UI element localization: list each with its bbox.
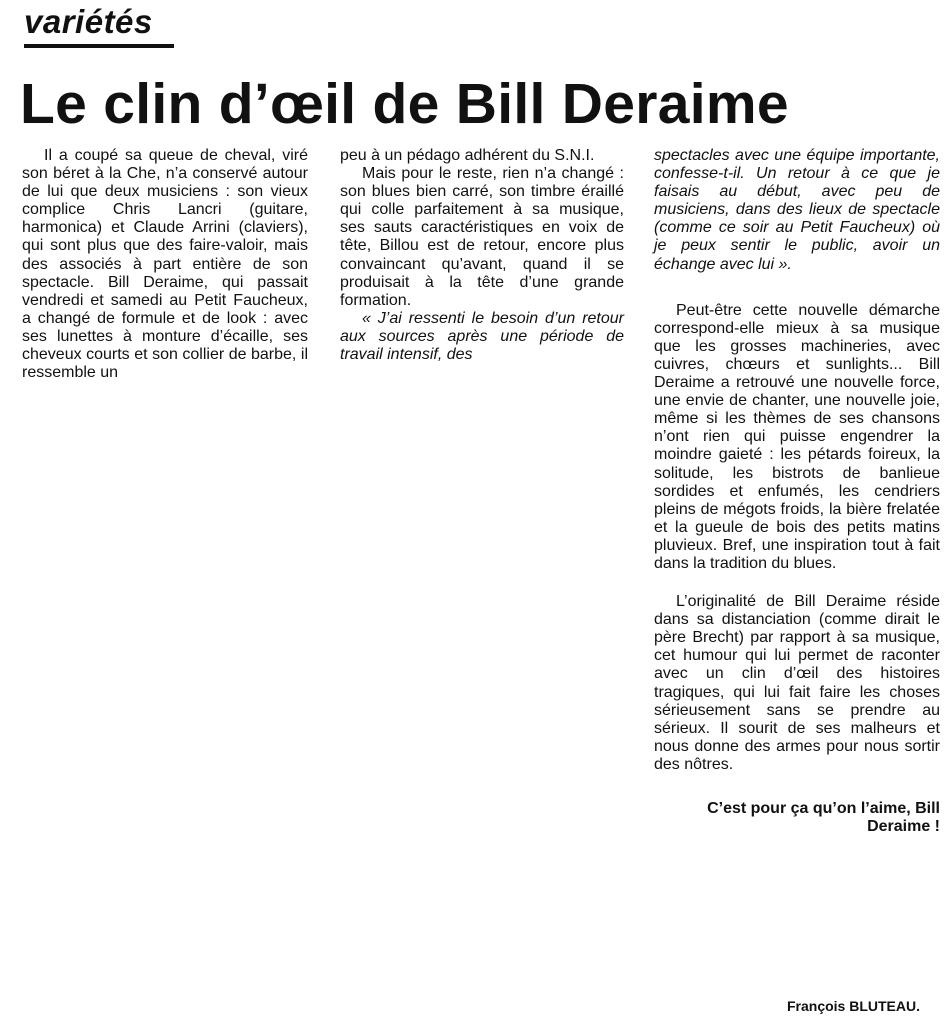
article-column-2 — [340, 147, 624, 364]
quote-paragraph: « J’ai ressenti le besoin d’un retour aux sources après une période de travail intensif, des — [340, 309, 624, 364]
paragraph: Peut-être cette nouvelle démarche correspond-elle mieux à sa musique que les grosses machineries, avec cuivres, chœurs et sunlights... Bill Deraime a retrouvé une nouvelle force, une envie de chanter, une nouvelle joie, même si les thèmes de ses chansons n’ont rien qui puisse engendrer la moindre gaieté : les pétards foireux, la solitude, les bistrots de banlieue sordides et enfumés, les cendriers pleins de mégots froids, la bière frelatée et la gueule de bois des petits matins pluvieux. Bref, une inspiration tout à fait dans la tradition du blues. — [654, 301, 940, 572]
article-column-3 — [654, 147, 940, 836]
paragraph: Il a coupé sa queue de cheval, viré son béret à la Che, n’a conservé autour de lui que deux musiciens : son vieux complice Chris Lancri (guitare, harmonica) et Claude Arrini (claviers), qui sont plus que des faire-valoir, mais des associés à part entière de son spectacle. Bill Deraime, qui passait vendredi et samedi au Petit Faucheux, a changé de formule et de look : avec ses lunettes à monture d’écaille, ses cheveux courts et son collier de barbe, il ressemble un — [22, 147, 308, 382]
section-label: variétés — [24, 3, 153, 40]
closing-line: C’est pour ça qu’on l’aime, Bill Deraime ! — [707, 800, 940, 836]
section-underline — [24, 44, 174, 48]
author-signature: François BLUTEAU. — [786, 998, 920, 1014]
article-column-1 — [22, 147, 308, 382]
article-headline: Le clin d’œil de Bill Deraime — [20, 72, 789, 136]
paragraph: peu à un pédago adhérent du S.N.I. — [340, 147, 595, 164]
quote-paragraph: spectacles avec une équipe importante, confesse-t-il. Un retour à ce que je faisais au début, avec peu de musiciens, dans des lieux de spectacle (comme ce soir au Petit Faucheux) où je peux sentir le public, avoir un échange avec lui ». — [654, 147, 940, 273]
paragraph: Mais pour le reste, rien n’a changé : son blues bien carré, son timbre éraillé qui colle parfaitement à sa musique, ses sauts caractéristiques en voix de tête, Billou est de retour, encore plus convaincant qu’avant, quand il se produisait à la tête d’une grande formation. — [340, 165, 624, 309]
paragraph: L’originalité de Bill Deraime réside dans sa distanciation (comme dirait le père Brecht) par rapport à sa musique, cet humour qui lui permet de raconter avec un clin d’œil des histoires tragiques, qui lui fait faire les choses sérieusement sans se prendre au sérieux. Il sourit de ses malheurs et nous donne des armes pour nous sortir des nôtres. — [654, 593, 940, 773]
